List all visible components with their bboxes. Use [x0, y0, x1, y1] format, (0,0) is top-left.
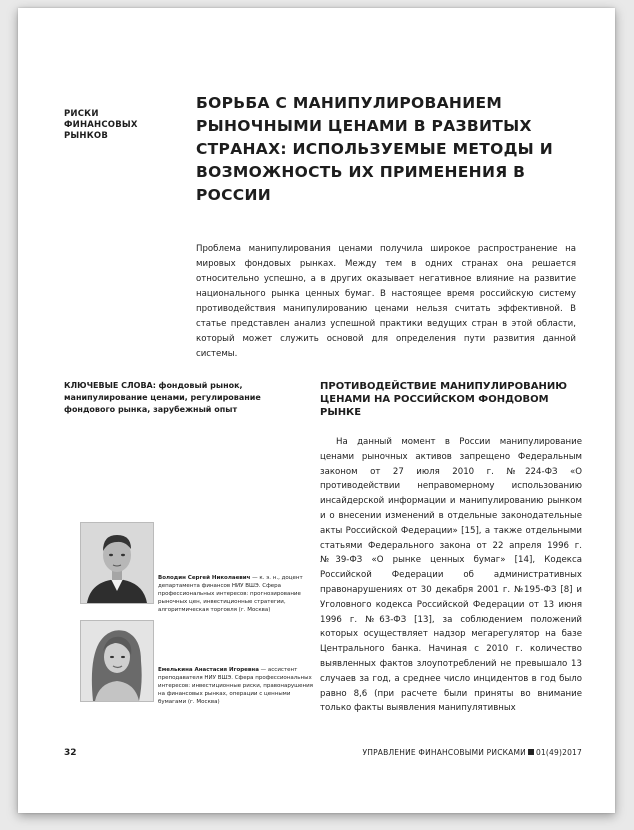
body-text: На данный момент в России манипулирование ценами рыночных активов запрещено Федеральным законом от 27 июля 2010 г. №224-ФЗ «О противодействии неправомерному использованию инсайдерской информации и манипулированию рынком и о внесении изменений в отдельные законодательные акты Российской Федерации» [15], а также отдельными статьями Федерального закона от 22 апреля 1996 г. №39-ФЗ «О рынке ценных бумаг» [14], Кодекса Российской Федерации об административных правонарушениях от 30 декабря 2001 г. №195-ФЗ [8] и Уголовного кодекса Российской Федерации от 13 июня 1996 г. №63-ФЗ [13], за соблюдением положений которых осуществляет надзор мегарегулятор на базе Центрального банка. Начиная с 2010 г. количество выявленных фактов злоупотреблений не превышало 13 случаев за год, а среднее число инцидентов в год было равно 8,6 (при расчете были приняты во внимание только факты выявления манипулятивных — [320, 437, 582, 714]
journal-name: УПРАВЛЕНИЕ ФИНАНСОВЫМИ РИСКАМИ — [362, 748, 526, 757]
author-info-1 — [158, 574, 318, 614]
keywords-label: КЛЮЧЕВЫЕ СЛОВА: — [64, 381, 156, 390]
square-separator-icon — [528, 749, 534, 755]
journal-footer — [362, 748, 582, 757]
author-photo-1 — [80, 522, 154, 604]
author-bio-2: — ассистент преподавателя НИУ ВШЭ. Сфера профессиональных интересов: инвестиционные риски, правонарушения на финансовых рынках, операции с ценными бумагами (г. Москва) — [158, 667, 313, 705]
article-abstract: Проблема манипулирования ценами получила широкое распространение на мировых фондовых рынках. Между тем в одних странах она решается относительно успешно, а в других оказывает негативное влияние на развитие национального рынка ценных бумаг. В настоящее время российскую систему противодействия манипулированию ценами нельзя считать эффективной. В статье представлен анализ успешной практики ведущих стран в этой области, который может служить основой для определения пути развития данной системы. — [196, 244, 576, 359]
rubric-label: РИСКИ ФИНАНСОВЫХ РЫНКОВ — [64, 108, 138, 141]
section-title: ПРОТИВОДЕЙСТВИЕ МАНИПУЛИРОВАНИЮ ЦЕНАМИ НА РОССИЙСКОМ ФОНДОВОМ РЫНКЕ — [320, 381, 567, 418]
author-bio-1: — к. э. н., доцент департамента финансов НИУ ВШЭ. Сфера профессиональных интересов: прогнозирование рыночных цен, инвестиционные стратегии, алгоритмическая торговля (г. Москва) — [158, 575, 303, 613]
author-name-1: Володин Сергей Николаевич — [158, 575, 251, 581]
author-name-2: Емелькина Анастасия Игоревна — [158, 667, 259, 673]
page-number: 32 — [64, 748, 77, 758]
author-info-2 — [158, 666, 318, 706]
author-photo-2 — [80, 620, 154, 702]
article-title: БОРЬБА С МАНИПУЛИРОВАНИЕМ РЫНОЧНЫМИ ЦЕНАМИ В РАЗВИТЫХ СТРАНАХ: ИСПОЛЬЗУЕМЫЕ МЕТОДЫ И ВОЗМОЖНОСТЬ ИХ ПРИМЕНЕНИЯ В РОССИИ — [196, 94, 554, 204]
journal-issue: 01(49)2017 — [535, 748, 582, 757]
keywords-text: фондовый рынок, манипулирование ценами, регулирование фондового рынка, зарубежный опыт — [64, 381, 261, 414]
keywords-block — [64, 380, 309, 416]
